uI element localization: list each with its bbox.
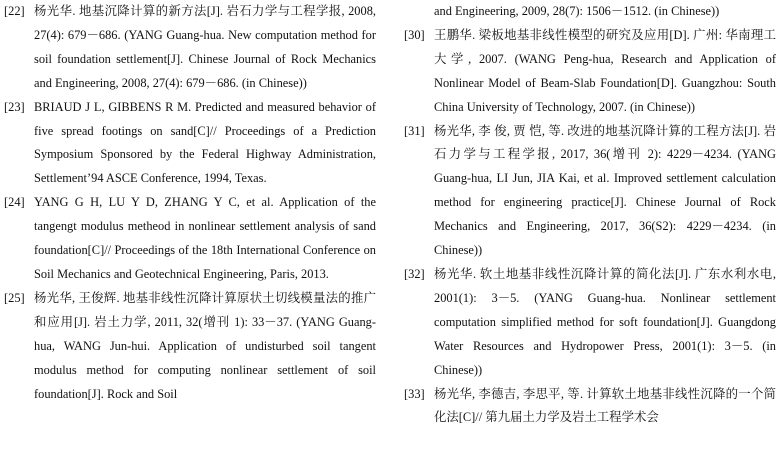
reference-continuation: and Engineering, 2009, 28(7): 1506－1512. (in Chinese))	[434, 4, 720, 18]
reference-text: 王鹏华. 梁板地基非线性模型的研究及应用[D]. 广州: 华南理工大学, 2007. (WANG Peng-hua, Research and Application of Nonlinear Model of Beam-Slab Foundation[D]. Guangzhou: South China University of Technology, 2007. (in Chinese))	[434, 27, 776, 114]
right-column	[404, 0, 776, 430]
reference-text: 杨光华, 王俊辉. 地基非线性沉降计算原状土切线模量法的推广和应用[J]. 岩土力学, 2011, 32(增刊 1): 33－37. (YANG Guang-hua, WANG Jun-hui. Application of undisturbed soil tangent modulus method for computing nonlinear settlement of soil foundation[J]. Rock and Soil	[34, 290, 376, 401]
reference-item	[404, 383, 776, 431]
reference-item	[4, 0, 376, 96]
reference-number: [31]	[404, 123, 425, 138]
left-column	[4, 0, 376, 406]
reference-text: 杨光华. 地基沉降计算的新方法[J]. 岩石力学与工程学报, 2008, 27(4): 679－686. (YANG Guang-hua. New computation method for soil foundation settlement[J]. Chinese Journal of Rock Mechanics and Engineering, 2008, 27(4): 679－686. (in Chinese))	[34, 4, 376, 90]
reference-item	[4, 287, 376, 407]
reference-item	[4, 191, 376, 287]
reference-item	[404, 120, 776, 263]
reference-number: [23]	[4, 99, 25, 114]
reference-item	[4, 96, 376, 192]
reference-text: 杨光华, 李德吉, 李思平, 等. 计算软土地基非线性沉降的一个简化法[C]// 第九届土力学及岩土工程学术会	[434, 386, 776, 425]
reference-number: [33]	[404, 386, 425, 401]
reference-text: 杨光华. 软土地基非线性沉降计算的简化法[J]. 广东水利水电, 2001(1): 3－5. (YANG Guang-hua. Nonlinear settlement computation simplified method for soft foundation[J]. Guangdong Water Resources and Hydropower Press, 2001(1): 3－5. (in Chinese))	[434, 266, 776, 377]
reference-text: YANG G H, LU Y D, ZHANG Y C, et al. Application of the tangengt modulus metheod in nonlinear settlement analysis of sand foundation[C]// Proceedings of the 18th International Conference on Soil Mechanics and Geotechnical Engineering, Paris, 2013.	[34, 195, 376, 281]
reference-number: [25]	[4, 290, 25, 305]
reference-text: BRIAUD J L, GIBBENS R M. Predicted and measured behavior of five spread footings on sand[C]// Proceedings of a Prediction Symposium Sponsored by the Federal Highway Administration, Settlement’94 ASCE Conference, 1994, Texas.	[34, 99, 376, 186]
reference-number: [32]	[404, 266, 425, 281]
reference-text: 杨光华, 李 俊, 贾 恺, 等. 改进的地基沉降计算的工程方法[J]. 岩石力学与工程学报, 2017, 36(增刊 2): 4229－4234. (YANG Guang-hua, LI Jun, JIA Kai, et al. Improved settlement calculation method for engineering practice[J]. Chinese Journal of Rock Mechanics and Engineering, 2017, 36(S2): 4229－4234. (in Chinese))	[434, 123, 776, 258]
reference-item	[404, 263, 776, 383]
reference-item	[404, 24, 776, 120]
reference-number: [24]	[4, 195, 25, 210]
reference-number: [30]	[404, 27, 425, 42]
reference-number: [22]	[4, 4, 25, 18]
